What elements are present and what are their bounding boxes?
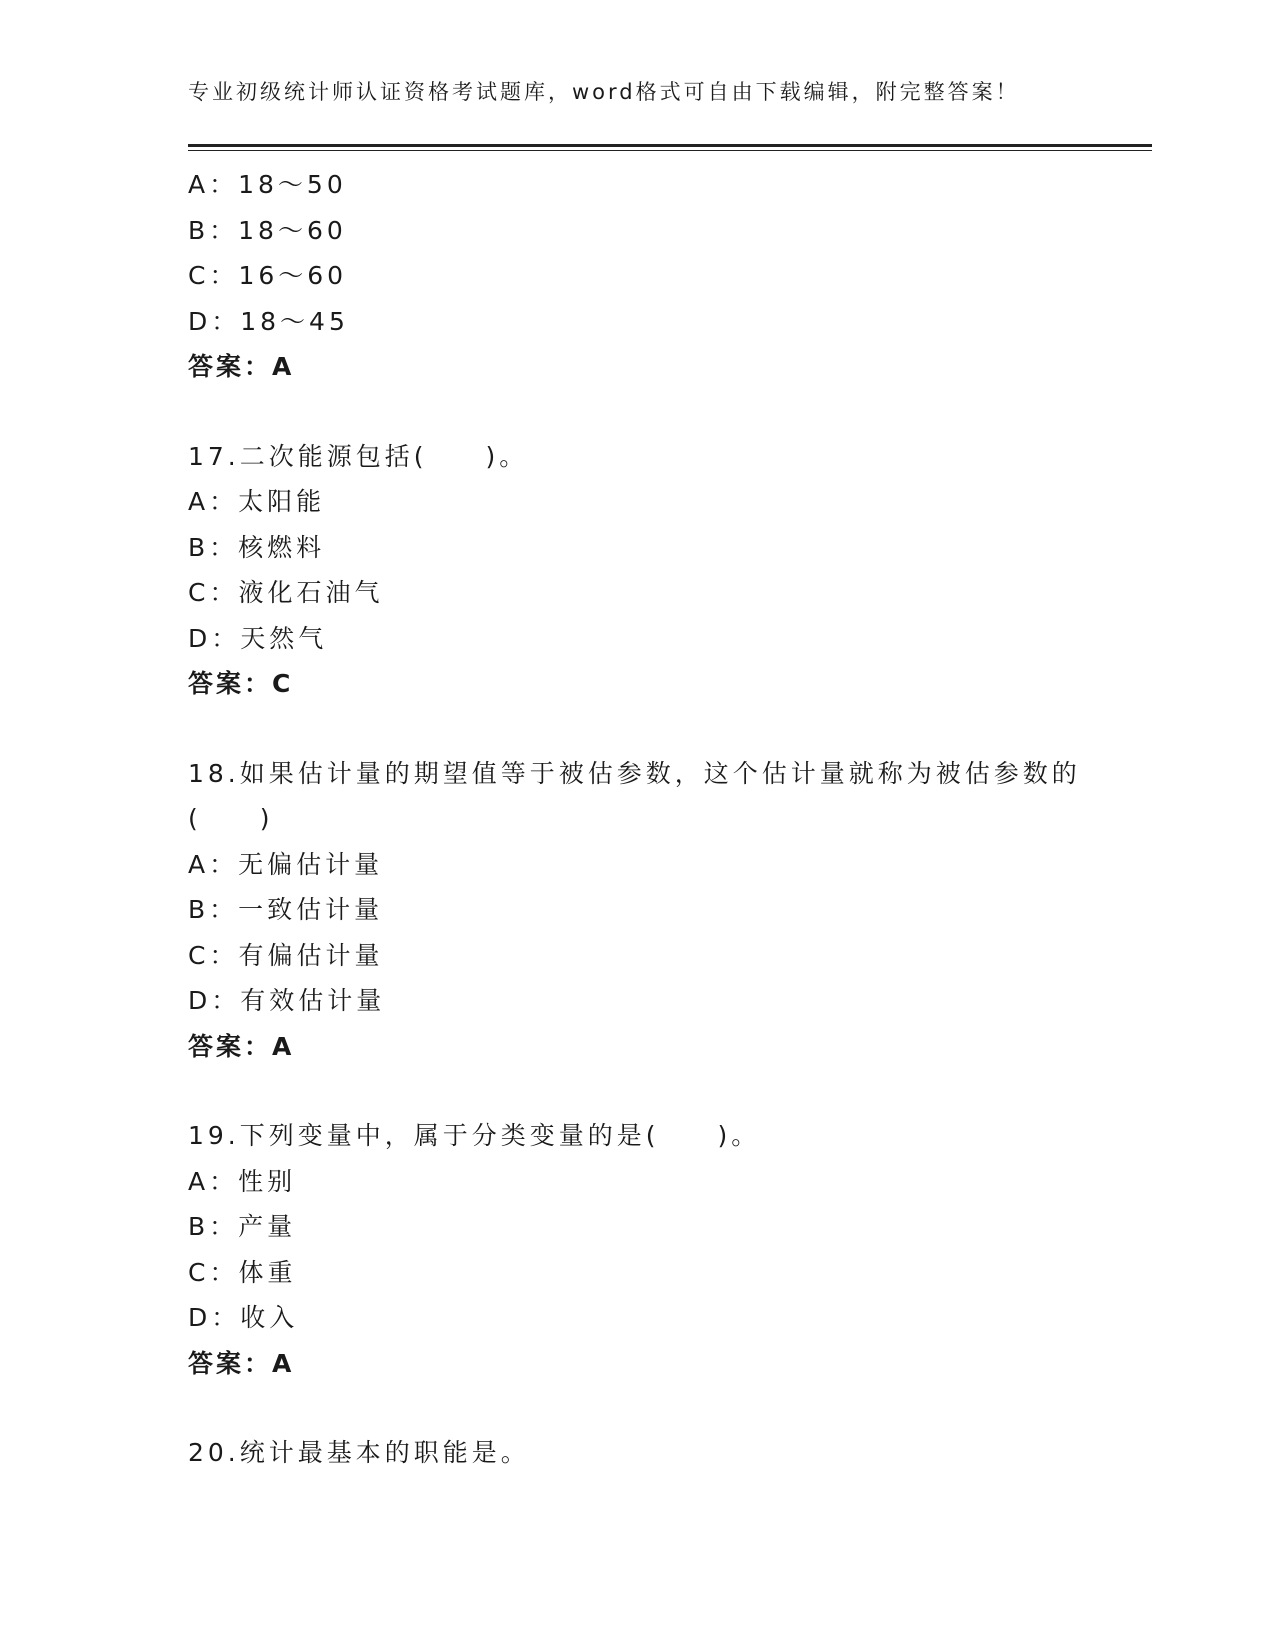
option-b: B：核燃料 xyxy=(188,532,326,562)
answer-line: 答案：A xyxy=(188,1348,295,1378)
option-a: A：18～50 xyxy=(188,170,347,199)
question-block-19 xyxy=(188,1113,1088,1386)
header-rule-thin xyxy=(188,150,1152,151)
answer-line: 答案：A xyxy=(188,1031,295,1061)
header-rule-thick xyxy=(188,144,1152,147)
question-block-18 xyxy=(188,751,1088,1070)
option-d: D：有效估计量 xyxy=(188,986,386,1015)
option-c: C：液化石油气 xyxy=(188,578,384,607)
option-c: C：有偏估计量 xyxy=(188,940,384,970)
question-stem: 18.如果估计量的期望值等于被估参数，这个估计量就称为被估参数的 xyxy=(188,758,1081,788)
option-d: D：天然气 xyxy=(188,623,328,653)
question-block-20 xyxy=(188,1430,1088,1476)
question-stem: 19.下列变量中，属于分类变量的是( )。 xyxy=(188,1121,761,1150)
answer-line: 答案：A xyxy=(188,352,295,381)
answer-line: 答案：C xyxy=(188,669,294,698)
option-c: C：体重 xyxy=(188,1257,297,1287)
option-b: B：一致估计量 xyxy=(188,895,384,924)
option-a: A：太阳能 xyxy=(188,487,326,516)
question-block-17 xyxy=(188,434,1088,707)
option-c: C：16～60 xyxy=(188,261,348,290)
question-stem: 17.二次能源包括( )。 xyxy=(188,441,529,471)
option-b: B：产量 xyxy=(188,1212,297,1241)
page-header: 专业初级统计师认证资格考试题库，word格式可自由下载编辑，附完整答案！ xyxy=(188,80,1020,104)
option-a: A：性别 xyxy=(188,1166,297,1196)
question-stem: 20.统计最基本的职能是。 xyxy=(188,1438,530,1467)
question-stem-continued: ( ) xyxy=(188,804,274,833)
question-block-prev xyxy=(188,162,1088,390)
option-a: A：无偏估计量 xyxy=(188,849,384,879)
option-d: D：收入 xyxy=(188,1303,299,1332)
question-content xyxy=(188,162,1088,1476)
option-d: D：18～45 xyxy=(188,306,349,336)
option-b: B：18～60 xyxy=(188,215,347,245)
